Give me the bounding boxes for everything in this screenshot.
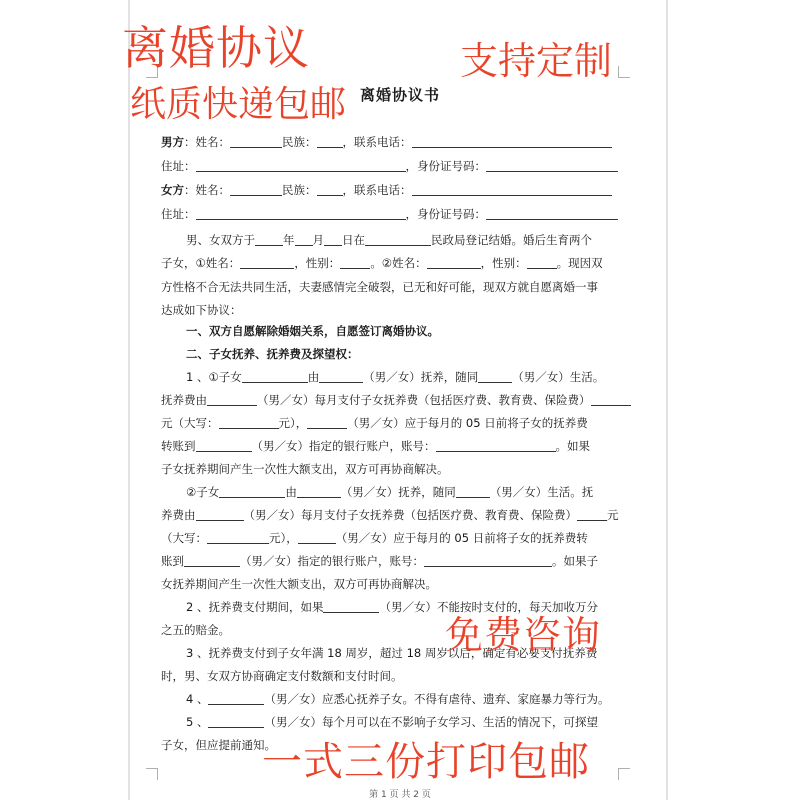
female-info-line: 女方：姓名： 民族： ，联系电话： xyxy=(161,180,621,200)
c2-payer-blank[interactable] xyxy=(196,508,244,521)
caretaker-blank[interactable] xyxy=(208,692,264,705)
male-phone-blank[interactable] xyxy=(412,135,612,148)
c1-custodian-blank[interactable] xyxy=(319,370,363,383)
intro-line-3: 方性格不合无法共同生活，夫妻感情完全破裂，已无和好可能，现双方就自愿离婚一事 xyxy=(161,280,598,294)
male-name-blank[interactable] xyxy=(230,135,282,148)
clause-5-line-2: 子女，但应提前通知。 xyxy=(161,738,276,752)
section-2-heading: 二、子女抚养、抚养费及探望权： xyxy=(186,347,359,361)
male-id-blank[interactable] xyxy=(486,159,618,172)
page-edge-right xyxy=(666,0,668,800)
c1-recipient-blank[interactable] xyxy=(196,439,252,452)
overlay-custom-support: 支持定制 xyxy=(460,39,613,83)
male-address-line: 住址： ，身份证号码： xyxy=(161,156,621,176)
c2-child-blank[interactable] xyxy=(219,485,285,498)
c2-recipient-blank[interactable] xyxy=(184,554,240,567)
clause-2-line-2: 之五的赔金。 xyxy=(161,623,230,637)
c1-amount-words-blank[interactable] xyxy=(219,416,279,429)
c2-transfer-party-blank[interactable] xyxy=(298,531,336,544)
female-ethnicity-blank[interactable] xyxy=(317,183,343,196)
crop-mark-top-right xyxy=(618,66,630,78)
clause2-line-5: 女抚养期间产生一次性大额支出，双方可再协商解决。 xyxy=(161,577,437,591)
intro-line-4: 达成如下协议： xyxy=(161,303,242,317)
female-phone-blank[interactable] xyxy=(412,183,612,196)
female-name-blank[interactable] xyxy=(230,183,282,196)
clause2-line-1: ②子女 由 （男／女）抚养，随同 （男／女）生活。抚 xyxy=(186,485,594,499)
clause1-line-1: 1 、①子女 由 （男／女）抚养，随同 （男／女）生活。 xyxy=(186,370,605,384)
clause-3-line-1: 3 、抚养费支付到子女年满 18 周岁，超过 18 周岁以后，确定有必要支付抚养费 xyxy=(186,646,598,660)
clause2-line-3: （大写： 元）， （男／女）应于每月的 05 日前将子女的抚养费转 xyxy=(161,531,588,545)
clause-2-line-1: 2 、抚养费支付期间，如果 （男／女）不能按时支付的，每天加收万分 xyxy=(186,600,598,614)
civil-affairs-bureau-blank[interactable] xyxy=(365,233,431,246)
female-address-blank[interactable] xyxy=(196,207,406,220)
overlay-free-consult: 免费咨询 xyxy=(445,613,602,657)
c1-account-blank[interactable] xyxy=(436,439,556,452)
overlay-paper-express: 纸质快递包邮 xyxy=(130,84,347,125)
child2-name-blank[interactable] xyxy=(427,256,481,269)
c1-live-with-blank[interactable] xyxy=(478,370,512,383)
male-label: 男方 xyxy=(161,135,184,149)
overlay-print-copies: 一式三份打印包邮 xyxy=(262,739,590,785)
clause2-line-4: 账到 （男／女）指定的银行账户，账号： 。如果子 xyxy=(161,554,598,568)
female-address-line: 住址： ，身份证号码： xyxy=(161,204,621,224)
child1-gender-blank[interactable] xyxy=(340,256,370,269)
marriage-year-blank[interactable] xyxy=(255,233,283,246)
clause-3-line-2: 时，男、女双方协商确定支付数额和支付时间。 xyxy=(161,669,403,683)
c2-amount-blank[interactable] xyxy=(577,508,607,521)
clause-5-line-1: 5 、 （男／女）每个月可以在不影响子女学习、生活的情况下，可探望 xyxy=(186,715,598,729)
male-ethnicity-blank[interactable] xyxy=(317,135,343,148)
c2-live-with-blank[interactable] xyxy=(456,485,490,498)
crop-mark-bottom-left xyxy=(146,768,158,780)
crop-mark-bottom-right xyxy=(618,768,630,780)
clause1-line-2: 抚养费由 （男／女）每月支付子女抚养费（包括医疗费、教育费、保险费） xyxy=(161,390,621,410)
intro-line-1: 男、女双方于 年 月 日在 民政局登记结婚。婚后生育两个 xyxy=(186,233,592,247)
female-id-blank[interactable] xyxy=(486,207,618,220)
overlay-divorce-agreement: 离婚协议 xyxy=(122,21,310,75)
clause1-line-5: 子女抚养期间产生一次性大额支出，双方可再协商解决。 xyxy=(161,462,449,476)
clause1-line-4: 转账到 （男／女）指定的银行账户，账号： 。如果 xyxy=(161,439,590,453)
male-info-line: 男方：姓名： 民族： ，联系电话： xyxy=(161,132,621,152)
c1-transfer-party-blank[interactable] xyxy=(307,416,347,429)
male-address-blank[interactable] xyxy=(196,159,406,172)
intro-line-2: 子女，①姓名： ，性别： 。②姓名： ，性别： 。现因双 xyxy=(161,256,603,270)
clause2-line-2: 养费由 （男／女）每月支付子女抚养费（包括医疗费、教育费、保险费） 元 xyxy=(161,508,619,522)
page-footer: 第 1 页 共 2 页 xyxy=(369,790,431,800)
child2-gender-blank[interactable] xyxy=(527,256,557,269)
marriage-day-blank[interactable] xyxy=(324,233,342,246)
c1-amount-blank[interactable] xyxy=(591,393,631,406)
late-payer-blank[interactable] xyxy=(323,600,379,613)
c1-payer-blank[interactable] xyxy=(207,393,257,406)
c2-account-blank[interactable] xyxy=(424,554,552,567)
marriage-month-blank[interactable] xyxy=(295,233,313,246)
clause1-line-3: 元（大写： 元）， （男／女）应于每月的 05 日前将子女的抚养费 xyxy=(161,416,588,430)
clause-4-line: 4 、 （男／女）应悉心抚养子女。不得有虐待、遗弃、家庭暴力等行为。 xyxy=(186,692,610,706)
visitor-blank[interactable] xyxy=(208,715,264,728)
c2-amount-words-blank[interactable] xyxy=(207,531,269,544)
c1-child-blank[interactable] xyxy=(242,370,308,383)
c2-custodian-blank[interactable] xyxy=(297,485,341,498)
child1-name-blank[interactable] xyxy=(240,256,294,269)
female-label: 女方 xyxy=(161,183,184,197)
section-1-heading: 一、双方自愿解除婚姻关系，自愿签订离婚协议。 xyxy=(186,324,439,338)
document-title: 离婚协议书 xyxy=(359,86,440,104)
